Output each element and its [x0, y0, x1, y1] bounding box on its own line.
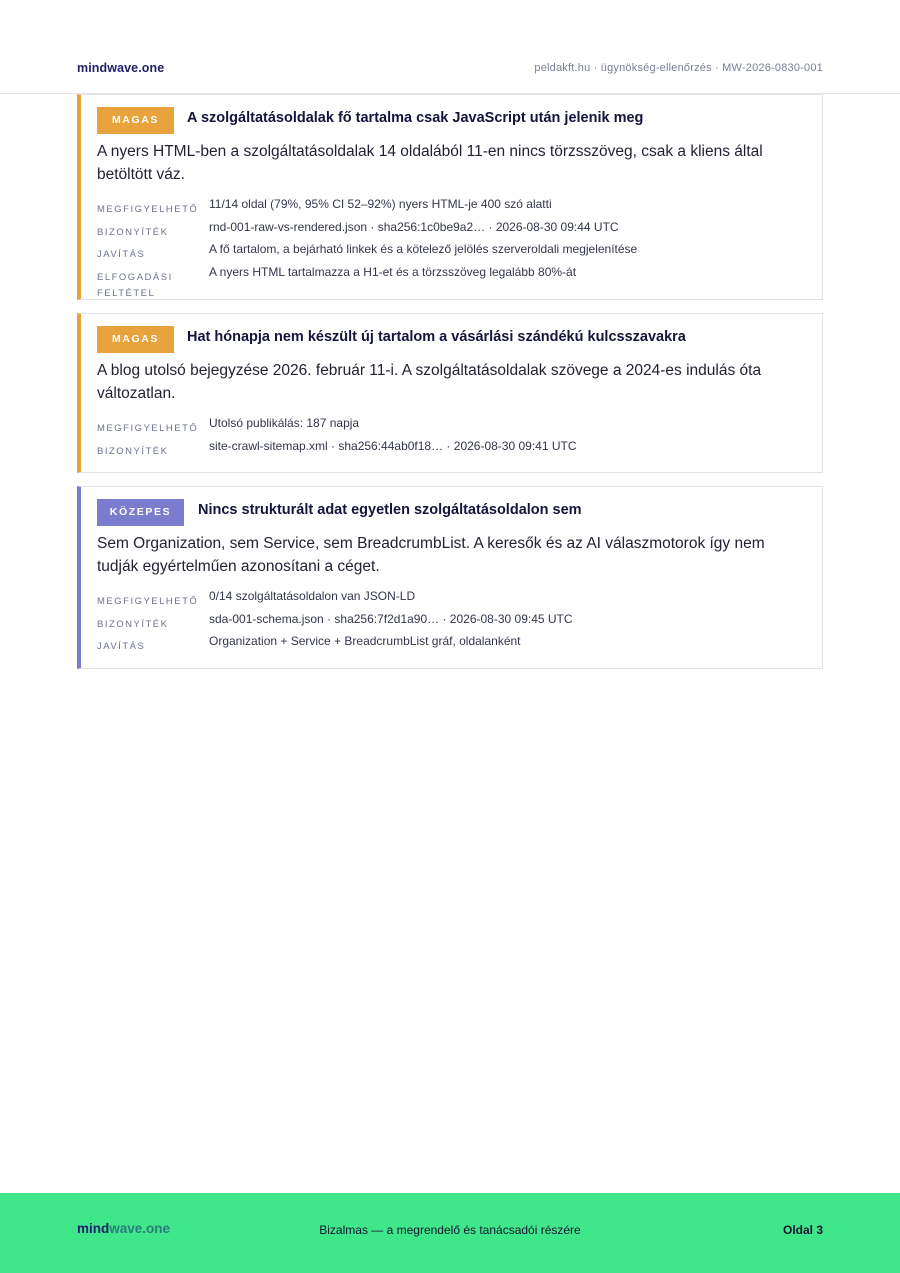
detail-row: [97, 264, 812, 299]
page-number: Oldal 3: [782, 1223, 823, 1237]
detail-row: [97, 439, 812, 462]
detail-row: [97, 197, 812, 220]
finding-details: [97, 589, 812, 657]
detail-row: [97, 589, 812, 612]
confidentiality-note: Bizalmas — a megrendelő és tanácsadói részére: [319, 1223, 581, 1237]
severity-badge: KÖZEPES: [97, 499, 184, 526]
detail-row: [97, 634, 812, 657]
detail-value: 11/14 oldal (79%, 95% CI 52–92%) nyers HTML-je 400 szó alatti: [209, 197, 552, 211]
detail-row: [97, 416, 812, 439]
finding-card: [77, 94, 823, 300]
finding-title: Nincs strukturált adat egyetlen szolgáltatásoldalon sem: [198, 502, 582, 518]
finding-details: [97, 197, 812, 299]
finding-title: A szolgáltatásoldalak fő tartalma csak JavaScript után jelenik meg: [187, 110, 644, 126]
detail-row: [97, 612, 812, 635]
footer-logo-accent: wave.one: [109, 1221, 171, 1236]
finding-description: A blog utolsó bejegyzése 2026. február 11-i. A szolgáltatásoldalak szövege a 2024-es indulás óta változatlan.: [97, 362, 762, 402]
finding-card: [77, 313, 823, 473]
severity-badge: MAGAS: [97, 107, 174, 134]
detail-label: JAVÍTÁS: [97, 249, 146, 260]
detail-label: ELFOGADÁSI FELTÉTEL: [97, 271, 173, 299]
detail-value: rnd-001-raw-vs-rendered.json · sha256:1c0be9a2… · 2026-08-30 09:44 UTC: [209, 219, 619, 234]
detail-row: [97, 242, 812, 265]
detail-label: BIZONYÍTÉK: [97, 618, 169, 630]
detail-label: BIZONYÍTÉK: [97, 445, 169, 457]
finding-description: Sem Organization, sem Service, sem BreadcrumbList. A keresők és az AI válaszmotorok így nem tudják egyértelműen azonosítani a céget.: [97, 535, 765, 575]
detail-value: sda-001-schema.json · sha256:7f2d1a90… · 2026-08-30 09:45 UTC: [209, 611, 573, 626]
detail-value: A fő tartalom, a bejárható linkek és a kötelező jelölés szerveroldali megjelenítése: [209, 242, 638, 256]
severity-badge: MAGAS: [97, 326, 174, 353]
detail-label: MEGFIGYELHETŐ: [97, 423, 199, 434]
detail-label: MEGFIGYELHETŐ: [97, 204, 199, 215]
detail-value: site-crawl-sitemap.xml · sha256:44ab0f18… · 2026-08-30 09:41 UTC: [209, 438, 577, 453]
page-header: [0, 0, 900, 94]
detail-value: Organization + Service + BreadcrumbList gráf, oldalanként: [209, 634, 521, 648]
finding-card: [77, 486, 823, 669]
finding-title: Hat hónapja nem készült új tartalom a vásárlási szándékú kulcsszavakra: [187, 329, 686, 345]
brand-logo: mindwave.one: [77, 61, 165, 75]
finding-details: [97, 416, 812, 461]
footer-logo-part: mind: [77, 1221, 110, 1236]
detail-label: BIZONYÍTÉK: [97, 226, 169, 238]
detail-value: 0/14 szolgáltatásoldalon van JSON-LD: [209, 589, 416, 603]
detail-label: JAVÍTÁS: [97, 641, 146, 652]
detail-row: [97, 220, 812, 243]
detail-label: MEGFIGYELHETŐ: [97, 596, 199, 607]
page-footer: [0, 1193, 900, 1273]
document-meta: peldakft.hu · ügynökség-ellenőrzés · MW-2026-0830-001: [534, 62, 823, 74]
finding-description: A nyers HTML-ben a szolgáltatásoldalak 14 oldalából 11-en nincs törzsszöveg, csak a kliens által betöltött váz.: [97, 143, 763, 183]
detail-value: Utolsó publikálás: 187 napja: [209, 416, 360, 430]
detail-value: A nyers HTML tartalmazza a H1-et és a törzsszöveg legalább 80%-át: [209, 264, 577, 279]
